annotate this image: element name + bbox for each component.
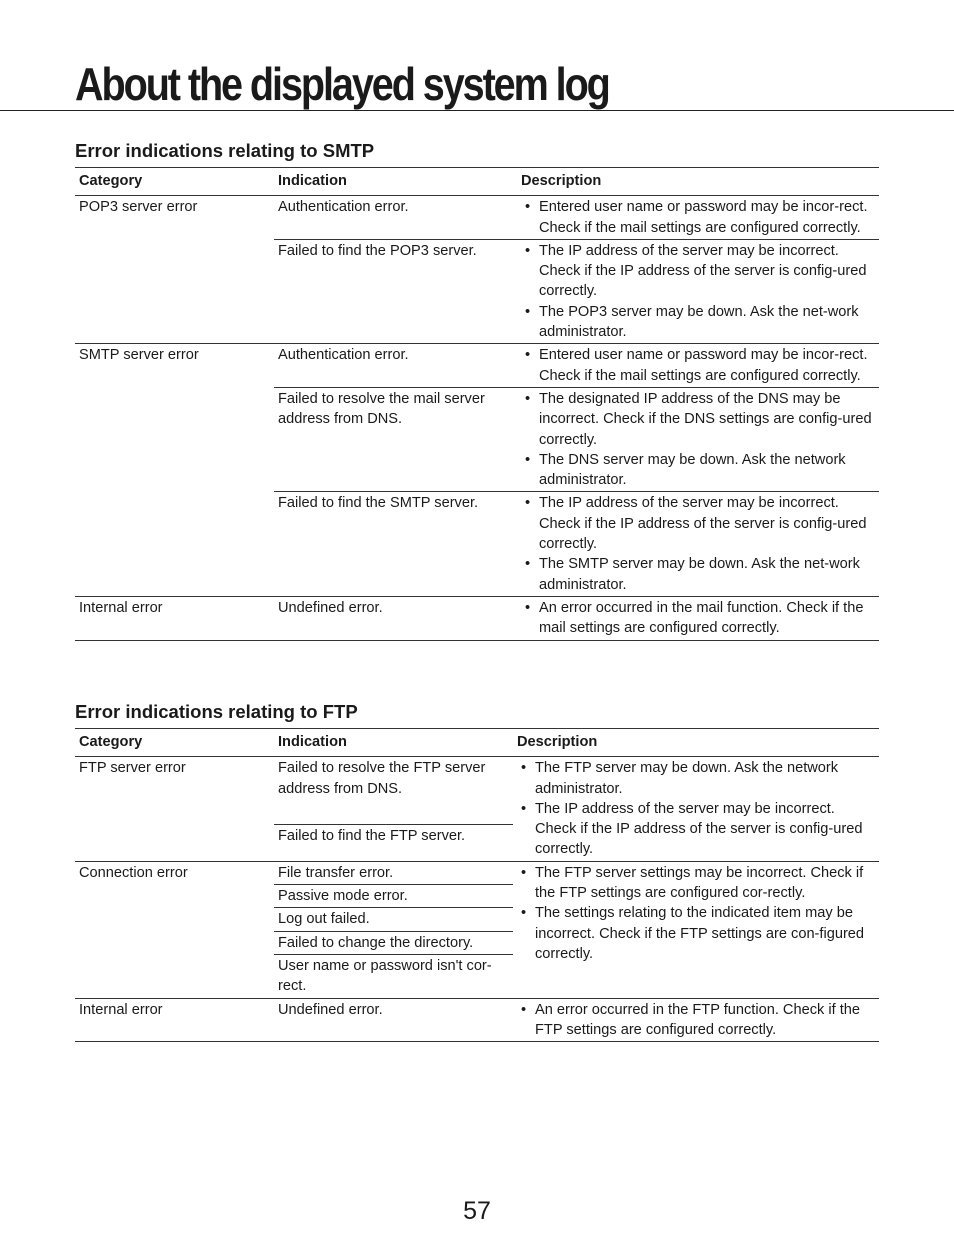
category-cell: Internal error <box>75 998 274 1042</box>
title-rule <box>0 110 954 111</box>
ftp-error-table <box>75 728 879 1042</box>
indication-cell: Undefined error. <box>274 998 513 1042</box>
category-cell: POP3 server error <box>75 196 274 344</box>
smtp-header-category: Category <box>75 168 274 196</box>
indication-cell: Failed to find the SMTP server. <box>274 492 517 596</box>
description-cell <box>517 387 879 491</box>
indication-cell: Failed to find the FTP server. <box>274 825 513 861</box>
indication-cell: Passive mode error. <box>274 885 513 908</box>
description-cell <box>513 861 879 998</box>
category-cell: SMTP server error <box>75 344 274 597</box>
indication-cell: Authentication error. <box>274 196 517 240</box>
description-item: • The FTP server settings may be incorrect. Check if the FTP settings are configured cor-rectly. <box>517 863 875 904</box>
description-item: • The SMTP server may be down. Ask the net-work administrator. <box>521 554 875 595</box>
description-item: • The settings relating to the indicated item may be incorrect. Check if the FTP settings are con-figured correctly. <box>517 903 875 964</box>
table-row <box>75 998 879 1042</box>
description-cell <box>517 196 879 240</box>
ftp-header-category: Category <box>75 729 274 757</box>
description-item: • The POP3 server may be down. Ask the net-work administrator. <box>521 302 875 343</box>
table-row <box>75 344 879 388</box>
indication-cell: Log out failed. <box>274 908 513 931</box>
description-cell <box>517 596 879 640</box>
table-row <box>75 861 879 884</box>
table-row <box>75 757 879 825</box>
description-cell <box>513 757 879 861</box>
description-item: • The IP address of the server may be incorrect. Check if the IP address of the server is config-ured correctly. <box>517 799 875 860</box>
category-cell: Connection error <box>75 861 274 998</box>
description-cell <box>517 344 879 388</box>
description-item: • The DNS server may be down. Ask the network administrator. <box>521 450 875 491</box>
smtp-header-description: Description <box>517 168 879 196</box>
description-item: • The designated IP address of the DNS may be incorrect. Check if the DNS settings are config-ured correctly. <box>521 389 875 450</box>
description-item: • Entered user name or password may be incor-rect. Check if the mail settings are configured correctly. <box>521 197 875 238</box>
description-item: • The FTP server may be down. Ask the network administrator. <box>517 758 875 799</box>
description-cell <box>517 239 879 343</box>
indication-cell: User name or password isn't cor-rect. <box>274 954 513 998</box>
page-number: 57 <box>463 1197 491 1225</box>
category-cell: FTP server error <box>75 757 274 861</box>
page-title: About the displayed system log <box>75 58 609 110</box>
indication-cell: Failed to resolve the FTP server address from DNS. <box>274 757 513 825</box>
description-cell <box>513 998 879 1042</box>
ftp-header-indication: Indication <box>274 729 513 757</box>
ftp-header-description: Description <box>513 729 879 757</box>
ftp-header-row <box>75 729 879 757</box>
indication-cell: File transfer error. <box>274 861 513 884</box>
description-item: • Entered user name or password may be incor-rect. Check if the mail settings are configured correctly. <box>521 345 875 386</box>
smtp-section-heading: Error indications relating to SMTP <box>75 140 375 161</box>
indication-cell: Authentication error. <box>274 344 517 388</box>
table-row <box>75 196 879 240</box>
description-item: • The IP address of the server may be incorrect. Check if the IP address of the server is config-ured correctly. <box>521 493 875 554</box>
category-cell: Internal error <box>75 596 274 640</box>
smtp-error-table <box>75 167 879 641</box>
description-cell <box>517 492 879 596</box>
indication-cell: Failed to change the directory. <box>274 931 513 954</box>
indication-cell: Failed to find the POP3 server. <box>274 239 517 343</box>
smtp-header-row <box>75 168 879 196</box>
description-item: • The IP address of the server may be incorrect. Check if the IP address of the server is config-ured correctly. <box>521 241 875 302</box>
description-item: • An error occurred in the mail function. Check if the mail settings are configured correctly. <box>521 598 875 639</box>
table-row <box>75 596 879 640</box>
ftp-section-heading: Error indications relating to FTP <box>75 701 358 722</box>
smtp-header-indication: Indication <box>274 168 517 196</box>
indication-cell: Failed to resolve the mail server address from DNS. <box>274 387 517 491</box>
description-item: • An error occurred in the FTP function. Check if the FTP settings are configured correctly. <box>517 1000 875 1041</box>
indication-cell: Undefined error. <box>274 596 517 640</box>
